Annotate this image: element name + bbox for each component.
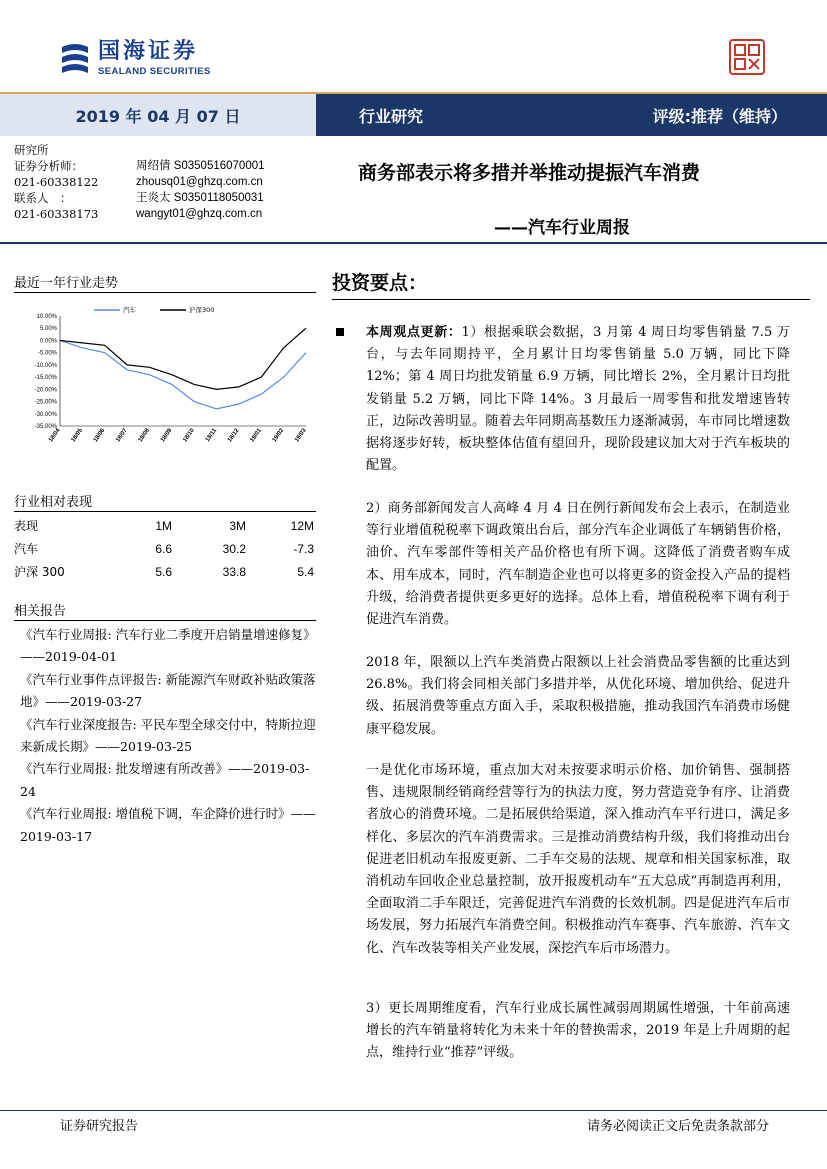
y-tick-label: -30.00% xyxy=(34,411,57,418)
analyst-contacts xyxy=(14,142,265,222)
x-tick-label: 18/06 xyxy=(92,427,107,444)
trend-divider xyxy=(14,292,316,293)
footer-disclaimer: 请务必阅读正文后免责条款部分 xyxy=(586,1119,769,1134)
x-tick-label: 19/02 xyxy=(271,427,286,444)
logo-chinese: 国海证券 xyxy=(98,39,199,64)
y-tick-label: 10.00% xyxy=(36,314,57,320)
footer-divider xyxy=(0,1110,827,1111)
paragraph-5: 3）更长周期维度看，汽车行业成长属性减弱周期属性增强，十年前高速增长的汽车销量将转化为未来十年的替换需求，2019 年是上升周期的起点，维持行业“推荐”评级。 xyxy=(366,1001,790,1061)
legend-label: 沪深300 xyxy=(189,306,215,314)
company-logo xyxy=(58,40,211,77)
bullet-square-icon xyxy=(336,328,344,336)
y-tick-label: -10.00% xyxy=(34,362,57,369)
x-tick-label: 18/11 xyxy=(204,427,219,444)
contact-row: 021-60338173 wangyt01@ghzq.com.cn xyxy=(14,207,263,221)
x-tick-label: 18/10 xyxy=(182,427,196,444)
x-tick-label: 19/01 xyxy=(249,427,263,444)
header-divider xyxy=(0,242,827,244)
series-line xyxy=(60,328,306,389)
contact-row: 研究所 xyxy=(14,143,49,157)
industry-trend-chart xyxy=(14,300,314,460)
contact-row: 联系人 ： 王炎太 S0350118050031 xyxy=(14,191,264,205)
performance-table xyxy=(14,514,314,583)
contact-row: 021-60338122 zhousq01@ghzq.com.cn xyxy=(14,175,263,189)
logo-english: SEALAND SECURITIES xyxy=(98,66,211,77)
y-tick-label: -5.00% xyxy=(37,350,57,357)
report-date: 2019 年 04 月 07 日 xyxy=(75,106,241,126)
paragraph-3: 2018 年，限额以上汽车类消费占限额以上社会消费品零售额的比重达到 26.8%。我们将会同相关部门多措并举，从优化环境、增加供给、促进升级、拓展消费等重点方面入手，采取积极措施，推动我国汽车消费市场健康平稳发展。 xyxy=(366,655,790,737)
table-row: 沪深 300 5.6 33.8 5.4 xyxy=(14,564,314,579)
perf-heading: 行业相对表现 xyxy=(14,495,93,510)
x-tick-label: 18/05 xyxy=(70,427,85,444)
series-line xyxy=(60,340,306,408)
x-tick-label: 18/08 xyxy=(137,427,152,444)
report-link[interactable]: 《汽车行业事件点评报告: 新能源汽车财政补贴政策落地》——2019-03-27 xyxy=(20,671,316,710)
table-row: 汽车 6.6 30.2 -7.3 xyxy=(14,541,314,556)
research-seal-icon xyxy=(728,38,766,76)
report-link[interactable]: 《汽车行业周报: 批发增速有所改善》——2019-03-24 xyxy=(20,761,310,799)
invest-heading: 投资要点： xyxy=(332,272,428,294)
paragraph-4: 一是优化市场环境，重点加大对未按要求明示价格、加价销售、强制搭售、违规限制经销商经营等行为的执法力度，努力营造竞争有序、让消费者放心的消费环境。二是拓展供给渠道，深入推动汽车平行进口，满足多样化、多层次的汽车消费需求。三是推动消费结构升级，我们将推动出台促进老旧机动车报废更新、二手车交易的法规、规章和相关国家标准，取消机动车回收企业总量控制，放开报废机动车“五大总成”再制造再利用，全面取消二手车限迁，完善促进汽车消费的长效机制。四是促进汽车后市场发展，努力拓展汽车消费空间。积极推动汽车赛事、汽车旅游、汽车文化、汽车改装等相关产业发展，深挖汽车后市场潜力。 xyxy=(366,763,790,956)
report-title: 商务部表示将多措并举推动提振汽车消费 xyxy=(358,162,701,184)
report-link[interactable]: 《汽车行业深度报告: 平民车型全球交付中，特斯拉迎来新成长期》——2019-03-25 xyxy=(20,716,316,755)
paragraph-2: 2）商务部新闻发言人高峰 4 月 4 日在例行新闻发布会上表示，在制造业等行业增值税税率下调政策出台后，部分汽车企业调低了车辆销售价格，油价、汽车零部件等相关产品价格也有所下调。这降低了消费者购车成本、用车成本，同时，汽车制造企业也可以将更多的资金投入产品的提档升级，给消费者提供更多更好的选择。总体上看，增值税税率下调有利于促进汽车消费。 xyxy=(366,501,790,628)
sealand-logo-icon xyxy=(58,41,92,77)
report-subtitle: ——汽车行业周报 xyxy=(494,218,630,238)
y-tick-label: 0.00% xyxy=(39,338,57,345)
reports-divider xyxy=(14,620,316,621)
invest-divider xyxy=(332,299,810,300)
y-tick-label: 5.00% xyxy=(39,326,57,333)
contact-row: 证券分析师： 周绍倩 S0350516070001 xyxy=(14,159,265,173)
legend-label: 汽车 xyxy=(123,306,136,314)
trend-heading: 最近一年行业走势 xyxy=(14,276,119,291)
footer-left: 证券研究报告 xyxy=(60,1119,139,1134)
x-tick-label: 18/07 xyxy=(115,427,129,444)
y-tick-label: -15.00% xyxy=(34,375,57,382)
paragraph-1: 本周观点更新：1）根据乘联会数据，3 月第 4 周日均零售销量 7.5 万台，与去年同期持平，全月累计日均零售销量 5.0 万辆，同比下降 12%；第 4 周日均批发销量 6.9 万辆，同比增长 2%，全月累计日均批发销量 5.2 万辆，同比下降 14%。3 月最后一周零售和批发增速皆转正，边际改善明显。随着去年同期高基数压力逐渐减弱，车市同比增速数据将逐步好转，板块整体估值有望回升，现阶段建议加大对于汽车板块的配置。 xyxy=(366,325,790,474)
y-tick-label: -25.00% xyxy=(34,399,57,406)
related-reports xyxy=(20,624,316,848)
x-tick-label: 19/03 xyxy=(294,427,308,444)
y-tick-label: -20.00% xyxy=(34,387,57,394)
y-tick-label: -35.00% xyxy=(34,424,57,430)
report-rating: 评级:推荐（维持） xyxy=(652,106,787,126)
table-header-row: 表现 1M 3M 12M xyxy=(14,518,314,533)
x-tick-label: 18/04 xyxy=(48,427,62,444)
report-link[interactable]: 《汽车行业周报: 增值税下调，车企降价进行时》——2019-03-17 xyxy=(20,806,316,844)
header-band xyxy=(0,92,827,136)
perf-divider xyxy=(14,511,316,512)
x-tick-label: 18/09 xyxy=(159,427,174,444)
x-tick-label: 18/12 xyxy=(227,427,241,444)
report-category: 行业研究 xyxy=(358,106,423,126)
reports-heading: 相关报告 xyxy=(14,604,67,619)
report-link[interactable]: 《汽车行业周报: 汽车行业二季度开启销量增速修复》——2019-04-01 xyxy=(20,627,316,665)
